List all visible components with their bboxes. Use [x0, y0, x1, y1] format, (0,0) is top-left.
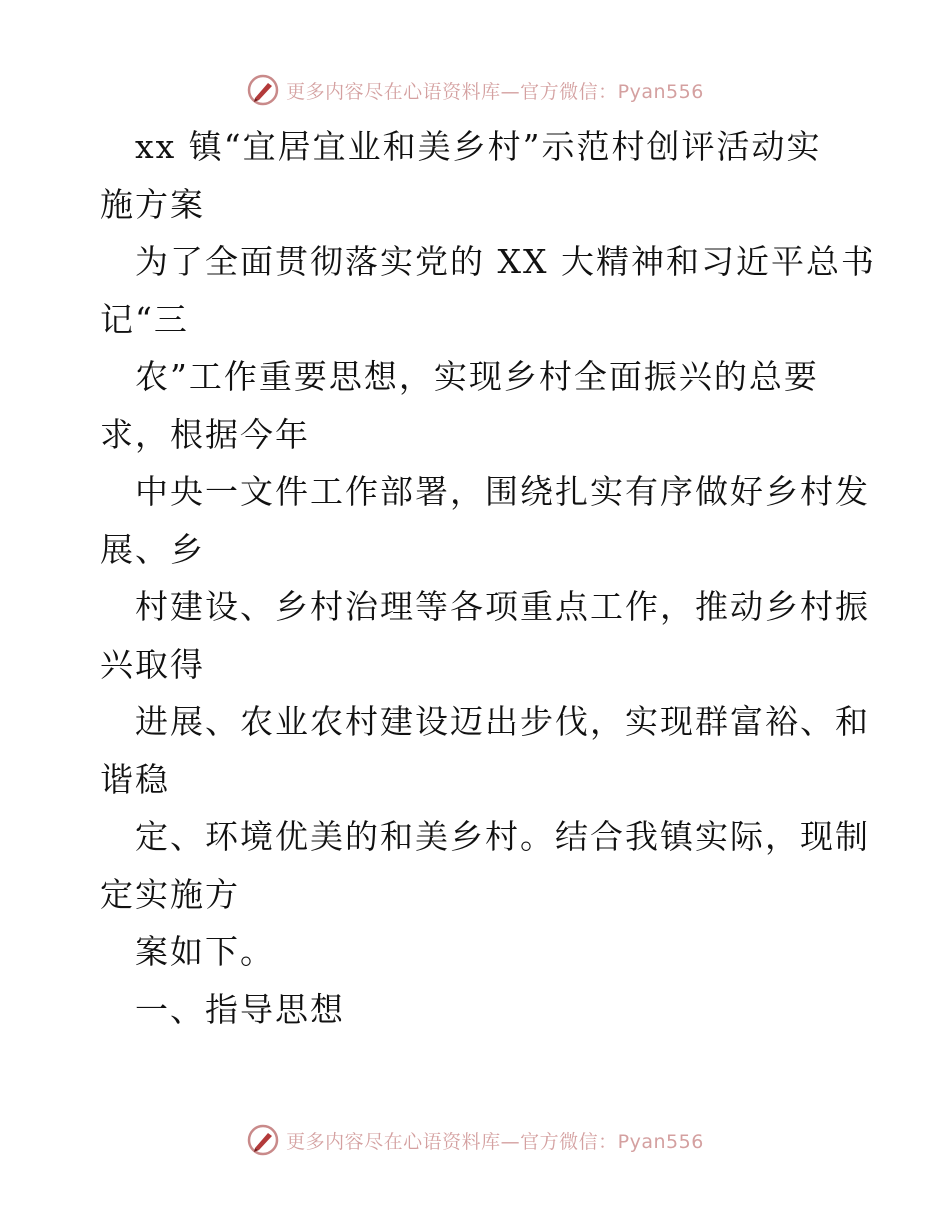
footer-watermark: [0, 1120, 950, 1160]
text-line: 记“三: [100, 299, 189, 339]
text-line: 进展、农业农村建设迈出步伐，实现群富裕、和: [135, 702, 870, 741]
text-line: 施方案: [100, 184, 205, 224]
text-line: 谐稳: [100, 759, 170, 799]
text-line: 中央一文件工作部署，围绕扎实有序做好乡村发: [135, 472, 870, 511]
text-line: 村建设、乡村治理等各项重点工作，推动乡村振: [135, 587, 870, 626]
header-watermark: [0, 70, 950, 110]
pen-logo-icon: [246, 1123, 280, 1157]
text-line: 求，根据今年: [100, 414, 310, 454]
watermark-text: 更多内容尽在心语资料库—官方微信：Pyan556: [286, 80, 704, 103]
text-line: 案如下。: [135, 932, 275, 971]
text-line: 定实施方: [100, 874, 240, 914]
text-line: 展、乡: [100, 529, 205, 569]
text-line: xx 镇“宜居宜业和美乡村”示范村创评活动实: [135, 127, 822, 166]
text-line: 一、指导思想: [135, 989, 345, 1029]
document-body: [100, 118, 876, 1038]
watermark-text: 更多内容尽在心语资料库—官方微信：Pyan556: [286, 1130, 704, 1153]
text-line: 定、环境优美的和美乡村。结合我镇实际，现制: [135, 817, 870, 856]
text-line: 农”工作重要思想，实现乡村全面振兴的总要: [135, 357, 819, 396]
text-line: 兴取得: [100, 644, 205, 684]
text-line: 为了全面贯彻落实党的 XX 大精神和习近平总书: [135, 242, 876, 281]
pen-logo-icon: [246, 73, 280, 107]
